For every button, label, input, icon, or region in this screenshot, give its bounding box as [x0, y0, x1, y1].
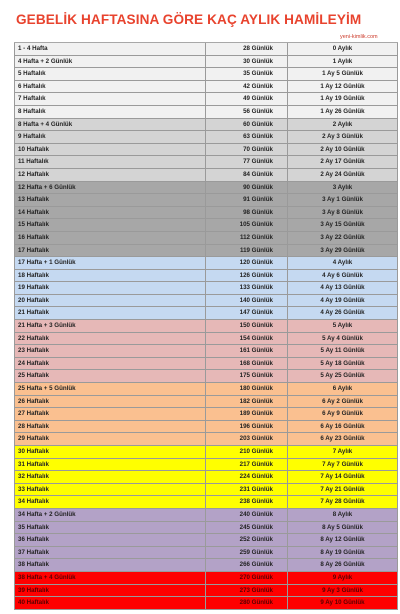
- week-cell: 17 Haftalık: [14, 245, 206, 257]
- days-cell: 161 Günlük: [206, 345, 288, 357]
- months-cell: 2 Ay 24 Günlük: [288, 169, 398, 181]
- months-cell: 4 Ay 26 Günlük: [288, 307, 398, 319]
- site-watermark: yeni-kimlik.com: [340, 34, 378, 40]
- months-cell: 6 Ay 23 Günlük: [288, 433, 398, 445]
- days-cell: 217 Günlük: [206, 459, 288, 471]
- table-row: [14, 333, 398, 346]
- week-cell: 11 Haftalık: [14, 156, 206, 168]
- days-cell: 70 Günlük: [206, 144, 288, 156]
- months-cell: 8 Ay 5 Günlük: [288, 522, 398, 534]
- table-row: [14, 257, 398, 270]
- week-cell: 36 Haftalık: [14, 534, 206, 546]
- months-cell: 0 Aylık: [288, 43, 398, 55]
- months-cell: 3 Ay 8 Günlük: [288, 207, 398, 219]
- days-cell: 224 Günlük: [206, 471, 288, 483]
- table-row: [14, 43, 398, 56]
- page-title: GEBELİK HAFTASINA GÖRE KAÇ AYLIK HAMİLEYİM: [16, 12, 362, 27]
- months-cell: 7 Ay 7 Günlük: [288, 459, 398, 471]
- days-cell: 175 Günlük: [206, 370, 288, 382]
- week-cell: 31 Haftalık: [14, 459, 206, 471]
- table-row: [14, 219, 398, 232]
- days-cell: 147 Günlük: [206, 307, 288, 319]
- table-row: [14, 106, 398, 119]
- months-cell: 7 Ay 28 Günlük: [288, 496, 398, 508]
- months-cell: 5 Ay 18 Günlük: [288, 358, 398, 370]
- days-cell: 35 Günlük: [206, 68, 288, 80]
- months-cell: 9 Aylık: [288, 572, 398, 584]
- week-cell: 34 Hafta + 2 Günlük: [14, 509, 206, 521]
- week-cell: 23 Haftalık: [14, 345, 206, 357]
- table-row: [14, 68, 398, 81]
- months-cell: 6 Aylık: [288, 383, 398, 395]
- months-cell: 5 Ay 25 Günlük: [288, 370, 398, 382]
- table-row: [14, 496, 398, 509]
- week-cell: 32 Haftalık: [14, 471, 206, 483]
- week-cell: 29 Haftalık: [14, 433, 206, 445]
- week-cell: 39 Haftalık: [14, 585, 206, 597]
- months-cell: 4 Ay 19 Günlük: [288, 295, 398, 307]
- table-row: [14, 534, 398, 547]
- table-row: [14, 383, 398, 396]
- months-cell: 5 Ay 11 Günlük: [288, 345, 398, 357]
- week-cell: 5 Haftalık: [14, 68, 206, 80]
- months-cell: 3 Aylık: [288, 182, 398, 194]
- months-cell: 3 Ay 15 Günlük: [288, 219, 398, 231]
- week-cell: 24 Haftalık: [14, 358, 206, 370]
- table-row: [14, 270, 398, 283]
- months-cell: 7 Ay 14 Günlük: [288, 471, 398, 483]
- months-cell: 1 Ay 19 Günlük: [288, 93, 398, 105]
- week-cell: 13 Haftalık: [14, 194, 206, 206]
- days-cell: 42 Günlük: [206, 81, 288, 93]
- week-cell: 12 Haftalık: [14, 169, 206, 181]
- week-cell: 37 Haftalık: [14, 547, 206, 559]
- days-cell: 150 Günlük: [206, 320, 288, 332]
- months-cell: 4 Aylık: [288, 257, 398, 269]
- days-cell: 91 Günlük: [206, 194, 288, 206]
- days-cell: 140 Günlük: [206, 295, 288, 307]
- days-cell: 126 Günlük: [206, 270, 288, 282]
- months-cell: 6 Ay 9 Günlük: [288, 408, 398, 420]
- week-cell: 21 Haftalık: [14, 307, 206, 319]
- months-cell: 9 Ay 3 Günlük: [288, 585, 398, 597]
- months-cell: 3 Ay 22 Günlük: [288, 232, 398, 244]
- days-cell: 49 Günlük: [206, 93, 288, 105]
- months-cell: 5 Ay 4 Günlük: [288, 333, 398, 345]
- week-cell: 33 Haftalık: [14, 484, 206, 496]
- months-cell: 5 Aylık: [288, 320, 398, 332]
- days-cell: 270 Günlük: [206, 572, 288, 584]
- table-row: [14, 547, 398, 560]
- days-cell: 252 Günlük: [206, 534, 288, 546]
- week-cell: 14 Haftalık: [14, 207, 206, 219]
- table-row: [14, 81, 398, 94]
- days-cell: 30 Günlük: [206, 56, 288, 68]
- table-row: [14, 522, 398, 535]
- week-cell: 35 Haftalık: [14, 522, 206, 534]
- months-cell: 4 Ay 13 Günlük: [288, 282, 398, 294]
- week-cell: 8 Hafta + 4 Günlük: [14, 119, 206, 131]
- table-row: [14, 396, 398, 409]
- days-cell: 203 Günlük: [206, 433, 288, 445]
- days-cell: 231 Günlük: [206, 484, 288, 496]
- week-cell: 16 Haftalık: [14, 232, 206, 244]
- table-row: [14, 320, 398, 333]
- table-row: [14, 93, 398, 106]
- days-cell: 98 Günlük: [206, 207, 288, 219]
- table-row: [14, 169, 398, 182]
- days-cell: 28 Günlük: [206, 43, 288, 55]
- table-row: [14, 471, 398, 484]
- days-cell: 259 Günlük: [206, 547, 288, 559]
- days-cell: 120 Günlük: [206, 257, 288, 269]
- months-cell: 1 Aylık: [288, 56, 398, 68]
- months-cell: 1 Ay 5 Günlük: [288, 68, 398, 80]
- table-row: [14, 207, 398, 220]
- table-row: [14, 408, 398, 421]
- week-cell: 25 Haftalık: [14, 370, 206, 382]
- days-cell: 210 Günlük: [206, 446, 288, 458]
- week-cell: 17 Hafta + 1 Günlük: [14, 257, 206, 269]
- days-cell: 119 Günlük: [206, 245, 288, 257]
- months-cell: 4 Ay 6 Günlük: [288, 270, 398, 282]
- days-cell: 280 Günlük: [206, 597, 288, 609]
- table-row: [14, 597, 398, 610]
- table-row: [14, 572, 398, 585]
- week-cell: 4 Hafta + 2 Günlük: [14, 56, 206, 68]
- table-row: [14, 194, 398, 207]
- days-cell: 245 Günlük: [206, 522, 288, 534]
- week-cell: 21 Hafta + 3 Günlük: [14, 320, 206, 332]
- months-cell: 1 Ay 12 Günlük: [288, 81, 398, 93]
- week-cell: 9 Haftalık: [14, 131, 206, 143]
- months-cell: 2 Ay 3 Günlük: [288, 131, 398, 143]
- week-cell: 18 Haftalık: [14, 270, 206, 282]
- months-cell: 6 Ay 16 Günlük: [288, 421, 398, 433]
- months-cell: 2 Ay 10 Günlük: [288, 144, 398, 156]
- days-cell: 63 Günlük: [206, 131, 288, 143]
- week-cell: 1 - 4 Hafta: [14, 43, 206, 55]
- week-cell: 34 Haftalık: [14, 496, 206, 508]
- days-cell: 273 Günlük: [206, 585, 288, 597]
- days-cell: 60 Günlük: [206, 119, 288, 131]
- table-row: [14, 370, 398, 383]
- months-cell: 6 Ay 2 Günlük: [288, 396, 398, 408]
- table-row: [14, 119, 398, 132]
- pregnancy-week-table: [14, 42, 398, 610]
- table-row: [14, 282, 398, 295]
- months-cell: 7 Aylık: [288, 446, 398, 458]
- week-cell: 12 Hafta + 6 Günlük: [14, 182, 206, 194]
- week-cell: 38 Haftalık: [14, 559, 206, 571]
- months-cell: 3 Ay 29 Günlük: [288, 245, 398, 257]
- week-cell: 26 Haftalık: [14, 396, 206, 408]
- table-row: [14, 131, 398, 144]
- table-row: [14, 232, 398, 245]
- months-cell: 1 Ay 26 Günlük: [288, 106, 398, 118]
- table-row: [14, 446, 398, 459]
- week-cell: 15 Haftalık: [14, 219, 206, 231]
- days-cell: 154 Günlük: [206, 333, 288, 345]
- table-row: [14, 182, 398, 195]
- table-row: [14, 459, 398, 472]
- months-cell: 3 Ay 1 Günlük: [288, 194, 398, 206]
- table-row: [14, 509, 398, 522]
- week-cell: 30 Haftalık: [14, 446, 206, 458]
- days-cell: 56 Günlük: [206, 106, 288, 118]
- months-cell: 7 Ay 21 Günlük: [288, 484, 398, 496]
- table-row: [14, 56, 398, 69]
- days-cell: 105 Günlük: [206, 219, 288, 231]
- months-cell: 8 Ay 12 Günlük: [288, 534, 398, 546]
- months-cell: 8 Ay 19 Günlük: [288, 547, 398, 559]
- header: [0, 0, 400, 42]
- week-cell: 25 Hafta + 5 Günlük: [14, 383, 206, 395]
- week-cell: 6 Haftalık: [14, 81, 206, 93]
- days-cell: 112 Günlük: [206, 232, 288, 244]
- days-cell: 77 Günlük: [206, 156, 288, 168]
- days-cell: 240 Günlük: [206, 509, 288, 521]
- week-cell: 38 Hafta + 4 Günlük: [14, 572, 206, 584]
- week-cell: 40 Haftalık: [14, 597, 206, 609]
- days-cell: 196 Günlük: [206, 421, 288, 433]
- days-cell: 266 Günlük: [206, 559, 288, 571]
- table-row: [14, 295, 398, 308]
- days-cell: 189 Günlük: [206, 408, 288, 420]
- months-cell: 8 Ay 26 Günlük: [288, 559, 398, 571]
- days-cell: 168 Günlük: [206, 358, 288, 370]
- table-row: [14, 484, 398, 497]
- table-row: [14, 421, 398, 434]
- week-cell: 27 Haftalık: [14, 408, 206, 420]
- months-cell: 9 Ay 10 Günlük: [288, 597, 398, 609]
- table-row: [14, 358, 398, 371]
- table-row: [14, 585, 398, 598]
- days-cell: 84 Günlük: [206, 169, 288, 181]
- months-cell: 2 Aylık: [288, 119, 398, 131]
- table-row: [14, 307, 398, 320]
- table-row: [14, 144, 398, 157]
- months-cell: 8 Aylık: [288, 509, 398, 521]
- week-cell: 19 Haftalık: [14, 282, 206, 294]
- table-row: [14, 559, 398, 572]
- table-row: [14, 345, 398, 358]
- months-cell: 2 Ay 17 Günlük: [288, 156, 398, 168]
- week-cell: 8 Haftalık: [14, 106, 206, 118]
- week-cell: 22 Haftalık: [14, 333, 206, 345]
- week-cell: 10 Haftalık: [14, 144, 206, 156]
- days-cell: 90 Günlük: [206, 182, 288, 194]
- days-cell: 180 Günlük: [206, 383, 288, 395]
- week-cell: 20 Haftalık: [14, 295, 206, 307]
- week-cell: 7 Haftalık: [14, 93, 206, 105]
- table-row: [14, 156, 398, 169]
- days-cell: 238 Günlük: [206, 496, 288, 508]
- table-row: [14, 433, 398, 446]
- days-cell: 133 Günlük: [206, 282, 288, 294]
- table-row: [14, 245, 398, 258]
- days-cell: 182 Günlük: [206, 396, 288, 408]
- week-cell: 28 Haftalık: [14, 421, 206, 433]
